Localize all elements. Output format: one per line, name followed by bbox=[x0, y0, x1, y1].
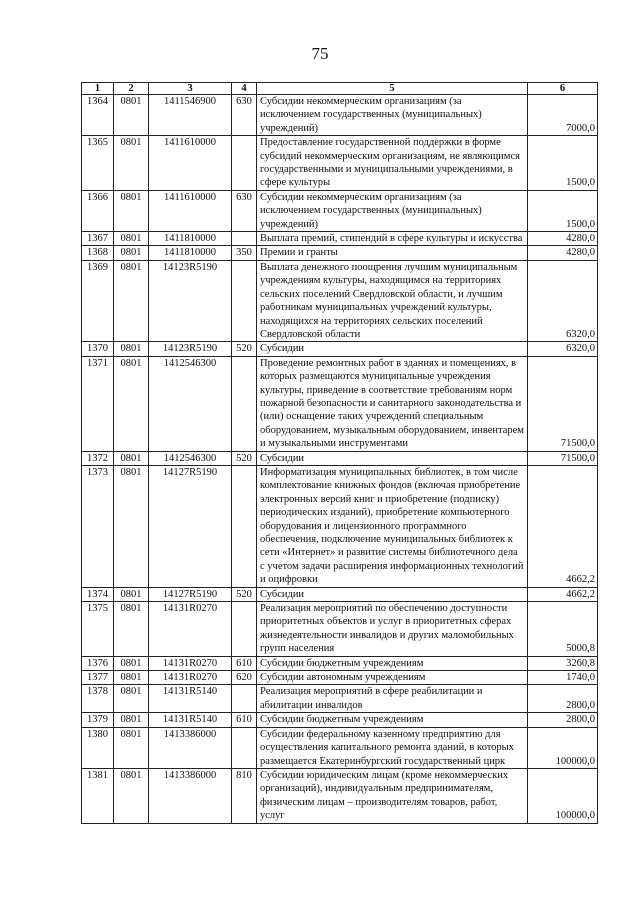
target-article-code: 1413386000 bbox=[149, 727, 232, 768]
row-number: 1377 bbox=[82, 671, 114, 685]
row-number: 1378 bbox=[82, 685, 114, 713]
row-number: 1380 bbox=[82, 727, 114, 768]
target-article-code: 14127R5190 bbox=[149, 587, 232, 601]
table-row bbox=[82, 342, 598, 356]
target-article-code: 14123R5190 bbox=[149, 260, 232, 341]
header-col-1: 1 bbox=[82, 83, 114, 95]
row-amount: 4662,2 bbox=[528, 465, 598, 587]
row-number: 1373 bbox=[82, 465, 114, 587]
row-amount: 100000,0 bbox=[528, 768, 598, 823]
expense-type-code bbox=[232, 465, 257, 587]
target-article-code: 1411610000 bbox=[149, 136, 232, 191]
row-number: 1369 bbox=[82, 260, 114, 341]
section-code: 0801 bbox=[114, 727, 149, 768]
row-amount: 4280,0 bbox=[528, 246, 598, 260]
table-row bbox=[82, 246, 598, 260]
row-name: Субсидии некоммерческим организациям (за исключением государственных (муниципальных) учреждений) bbox=[257, 95, 528, 136]
row-name: Субсидии юридическим лицам (кроме некоммерческих организаций), индивидуальным предпринимателям, физическим лицам – производителям товаров, работ, услуг bbox=[257, 768, 528, 823]
target-article-code: 14131R0270 bbox=[149, 671, 232, 685]
expense-type-code: 520 bbox=[232, 587, 257, 601]
target-article-code: 1413386000 bbox=[149, 768, 232, 823]
section-code: 0801 bbox=[114, 671, 149, 685]
row-number: 1375 bbox=[82, 602, 114, 657]
row-name: Предоставление государственной поддержки в форме субсидий некоммерческим организациям, не являющимся государственными и муниципальными учреждениями, в сфере культуры bbox=[257, 136, 528, 191]
target-article-code: 14131R0270 bbox=[149, 656, 232, 670]
section-code: 0801 bbox=[114, 656, 149, 670]
target-article-code: 1412546300 bbox=[149, 356, 232, 451]
row-name: Субсидии бюджетным учреждениям bbox=[257, 656, 528, 670]
section-code: 0801 bbox=[114, 356, 149, 451]
section-code: 0801 bbox=[114, 451, 149, 465]
table-row bbox=[82, 260, 598, 341]
target-article-code: 1411810000 bbox=[149, 246, 232, 260]
row-name: Премии и гранты bbox=[257, 246, 528, 260]
row-amount: 71500,0 bbox=[528, 356, 598, 451]
section-code: 0801 bbox=[114, 685, 149, 713]
section-code: 0801 bbox=[114, 768, 149, 823]
expense-type-code bbox=[232, 727, 257, 768]
row-number: 1379 bbox=[82, 713, 114, 727]
row-name: Субсидии bbox=[257, 451, 528, 465]
header-col-6: 6 bbox=[528, 83, 598, 95]
table-row bbox=[82, 602, 598, 657]
header-row bbox=[82, 83, 598, 95]
header-col-2: 2 bbox=[114, 83, 149, 95]
table-row bbox=[82, 713, 598, 727]
row-number: 1372 bbox=[82, 451, 114, 465]
table-row bbox=[82, 190, 598, 231]
row-amount: 6320,0 bbox=[528, 342, 598, 356]
row-name: Субсидии бюджетным учреждениям bbox=[257, 713, 528, 727]
row-amount: 4280,0 bbox=[528, 232, 598, 246]
expense-type-code bbox=[232, 602, 257, 657]
row-name: Реализация мероприятий по обеспечению доступности приоритетных объектов и услуг в приоритетных сферах жизнедеятельности инвалидов и других маломобильных групп населения bbox=[257, 602, 528, 657]
row-amount: 6320,0 bbox=[528, 260, 598, 341]
expense-type-code: 610 bbox=[232, 656, 257, 670]
row-amount: 4662,2 bbox=[528, 587, 598, 601]
section-code: 0801 bbox=[114, 246, 149, 260]
expense-type-code: 520 bbox=[232, 451, 257, 465]
table-row bbox=[82, 95, 598, 136]
target-article-code: 1411546900 bbox=[149, 95, 232, 136]
target-article-code: 14131R0270 bbox=[149, 602, 232, 657]
section-code: 0801 bbox=[114, 190, 149, 231]
expense-type-code bbox=[232, 685, 257, 713]
header-col-3: 3 bbox=[149, 83, 232, 95]
row-number: 1366 bbox=[82, 190, 114, 231]
expense-type-code: 630 bbox=[232, 190, 257, 231]
row-amount: 3260,8 bbox=[528, 656, 598, 670]
section-code: 0801 bbox=[114, 465, 149, 587]
expense-type-code bbox=[232, 260, 257, 341]
table-row bbox=[82, 136, 598, 191]
row-name: Субсидии bbox=[257, 342, 528, 356]
section-code: 0801 bbox=[114, 260, 149, 341]
table-row bbox=[82, 685, 598, 713]
table-row bbox=[82, 671, 598, 685]
expense-type-code: 610 bbox=[232, 713, 257, 727]
target-article-code: 1411810000 bbox=[149, 232, 232, 246]
row-amount: 1740,0 bbox=[528, 671, 598, 685]
row-number: 1364 bbox=[82, 95, 114, 136]
target-article-code: 14131R5140 bbox=[149, 685, 232, 713]
row-name: Субсидии автономным учреждениям bbox=[257, 671, 528, 685]
section-code: 0801 bbox=[114, 602, 149, 657]
target-article-code: 14127R5190 bbox=[149, 465, 232, 587]
row-name: Субсидии некоммерческим организациям (за исключением государственных (муниципальных) учреждений) bbox=[257, 190, 528, 231]
table-row bbox=[82, 451, 598, 465]
section-code: 0801 bbox=[114, 95, 149, 136]
target-article-code: 14131R5140 bbox=[149, 713, 232, 727]
table-row bbox=[82, 356, 598, 451]
row-name: Выплата премий, стипендий в сфере культуры и искусства bbox=[257, 232, 528, 246]
row-number: 1381 bbox=[82, 768, 114, 823]
table-row bbox=[82, 232, 598, 246]
table-row bbox=[82, 587, 598, 601]
row-number: 1367 bbox=[82, 232, 114, 246]
row-name: Информатизация муниципальных библиотек, в том числе комплектование книжных фондов (включая приобретение электронных версий книг и приобретение (подписку) периодических изданий), приобретение компьютерного оборудования и лицензионного программного обеспечения, подключение муниципальных библиотек к сети «Интернет» и развитие системы библиотечного дела с учетом задачи расширения информационных технологий и оцифровки bbox=[257, 465, 528, 587]
table-row bbox=[82, 465, 598, 587]
expense-type-code bbox=[232, 356, 257, 451]
expense-type-code bbox=[232, 136, 257, 191]
expense-type-code bbox=[232, 232, 257, 246]
table-row bbox=[82, 768, 598, 823]
row-amount: 1500,0 bbox=[528, 136, 598, 191]
budget-table bbox=[81, 82, 598, 824]
target-article-code: 14123R5190 bbox=[149, 342, 232, 356]
header-col-5: 5 bbox=[257, 83, 528, 95]
expense-type-code: 620 bbox=[232, 671, 257, 685]
row-amount: 1500,0 bbox=[528, 190, 598, 231]
row-number: 1371 bbox=[82, 356, 114, 451]
row-name: Выплата денежного поощрения лучшим муниципальным учреждениям культуры, находящимся на территориях сельских поселений Свердловской области, и лучшим работникам муниципальных учреждений культуры, находящихся на территориях сельских поселений Свердловской области bbox=[257, 260, 528, 341]
row-amount: 100000,0 bbox=[528, 727, 598, 768]
page-number: 75 bbox=[311, 44, 329, 63]
row-amount: 71500,0 bbox=[528, 451, 598, 465]
expense-type-code: 350 bbox=[232, 246, 257, 260]
section-code: 0801 bbox=[114, 232, 149, 246]
row-number: 1368 bbox=[82, 246, 114, 260]
section-code: 0801 bbox=[114, 136, 149, 191]
section-code: 0801 bbox=[114, 587, 149, 601]
row-name: Проведение ремонтных работ в зданиях и помещениях, в которых размещаются муниципальные учреждения культуры, приведение в соответствие требованиям норм пожарной безопасности и санитарного законодательства и (или) оснащение таких учреждений специальным оборудованием, музыкальным оборудованием, инвентарем и музыкальными инструментами bbox=[257, 356, 528, 451]
target-article-code: 1411610000 bbox=[149, 190, 232, 231]
section-code: 0801 bbox=[114, 342, 149, 356]
row-name: Реализация мероприятий в сфере реабилитации и абилитации инвалидов bbox=[257, 685, 528, 713]
section-code: 0801 bbox=[114, 713, 149, 727]
row-number: 1376 bbox=[82, 656, 114, 670]
row-amount: 2800,0 bbox=[528, 685, 598, 713]
row-name: Субсидии bbox=[257, 587, 528, 601]
expense-type-code: 810 bbox=[232, 768, 257, 823]
row-amount: 7000,0 bbox=[528, 95, 598, 136]
row-number: 1370 bbox=[82, 342, 114, 356]
table-row bbox=[82, 727, 598, 768]
row-number: 1374 bbox=[82, 587, 114, 601]
row-number: 1365 bbox=[82, 136, 114, 191]
row-amount: 2800,0 bbox=[528, 713, 598, 727]
row-amount: 5000,8 bbox=[528, 602, 598, 657]
expense-type-code: 520 bbox=[232, 342, 257, 356]
expense-type-code: 630 bbox=[232, 95, 257, 136]
header-col-4: 4 bbox=[232, 83, 257, 95]
target-article-code: 1412546300 bbox=[149, 451, 232, 465]
row-name: Субсидии федеральному казенному предприятию для осуществления капитального ремонта зданий, в которых размещается Екатеринбургский государственный цирк bbox=[257, 727, 528, 768]
table-row bbox=[82, 656, 598, 670]
